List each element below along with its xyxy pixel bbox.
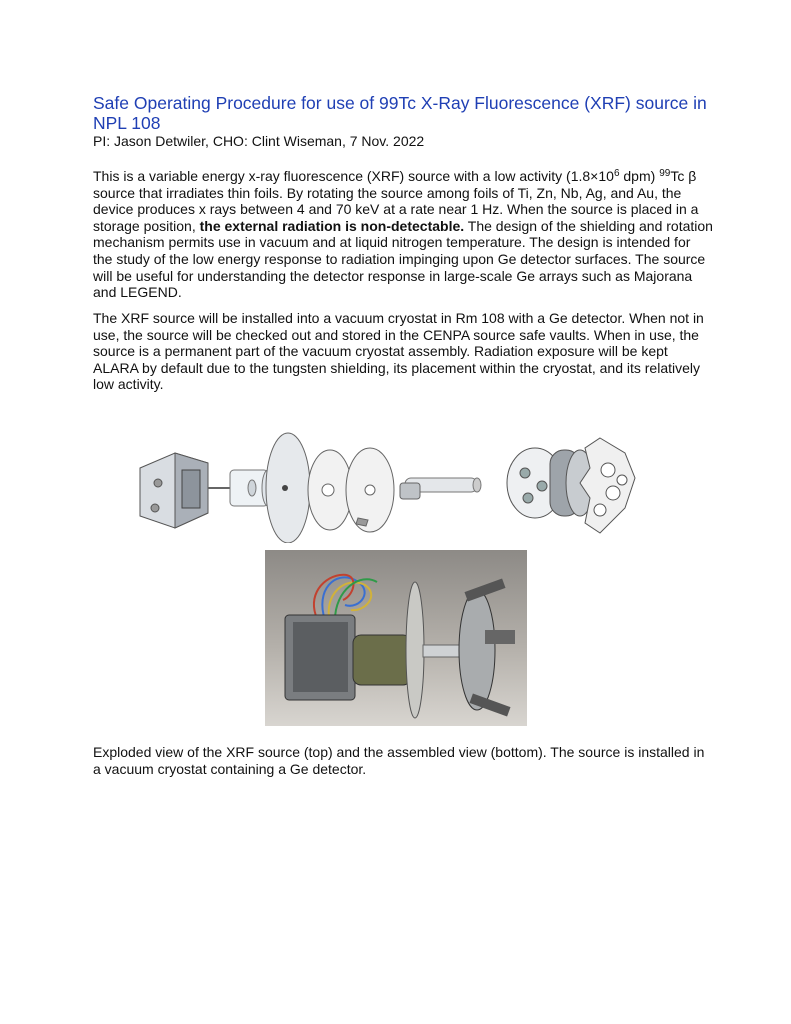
intro-text-3: Tc β source that irradiates thin foils. By rotating the source among foils of Ti, Zn, Nb, Ag, and Au, the device produces x rays between 4 and 70 keV at a rate near 1 Hz. When the source is placed in a storage position, [93,168,699,234]
intro-text-4: The design of the shielding and rotation mechanism permits use in vacuum and at liquid nitrogen temperature. The design is intended for the study of the low energy response to radiation impinging upon Ge detector surfaces. The source will be useful for understanding the detector response in large-scale Ge arrays such as Majorana and LEGEND. [93,217,713,301]
foil-plates [308,448,394,532]
green-cylinder [353,635,411,685]
assembled-wheel [459,590,495,710]
isotope-superscript: 99 [659,168,671,179]
intro-bold-statement: the external radiation is non-detectable. [199,217,465,234]
exponent-superscript: 6 [613,168,620,179]
intro-paragraph [93,168,713,301]
intro-text-1: This is a variable energy x-ray fluorescence (XRF) source with a low activity (1.8×10 [93,168,614,184]
intro-text-2: dpm) [619,168,660,184]
document-subtitle: PI: Jason Detwiler, CHO: Clint Wiseman, 7 Nov. 2022 [93,133,425,149]
source-rod [400,478,481,499]
figure-caption: Exploded view of the XRF source (top) and the assembled view (bottom). The source is installed in a vacuum cryostat containing a Ge detector. [93,744,705,777]
exploded-view-figure [130,428,640,543]
motor-drawing [140,453,208,528]
document-title: Safe Operating Procedure for use of 99Tc X-Ray Fluorescence (XRF) source in NPL 108 [93,93,707,133]
star-plate-drawing [580,438,635,533]
assembled-disk [406,582,424,718]
assembled-photo [265,550,527,726]
installation-paragraph: The XRF source will be installed into a vacuum cryostat in Rm 108 with a Ge detector. When not in use, the source will be checked out and stored in the CENPA source safe vaults. When in use, the source is a permanent part of the vacuum cryostat assembly. Radiation exposure will be kept ALARA by default due to the tungsten shielding, its placement within the cryostat, and its relatively low activity. [93,310,704,393]
